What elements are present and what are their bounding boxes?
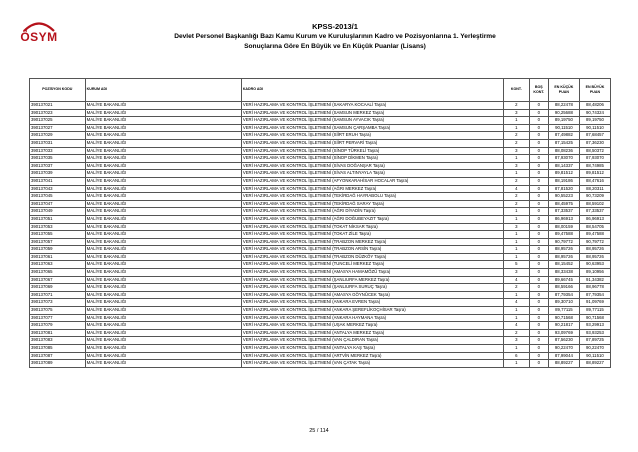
cell-kont: 6 bbox=[503, 352, 529, 360]
cell-kod: 390137087 bbox=[30, 352, 86, 360]
document-header bbox=[70, 22, 600, 52]
cell-kont: 1 bbox=[503, 345, 529, 353]
cell-kont: 3 bbox=[503, 269, 529, 277]
cell-kurum: MALİYE BAKANLIĞI bbox=[85, 246, 241, 254]
cell-kod: 390137027 bbox=[30, 124, 86, 132]
cell-kadro: VERİ HAZIRLAMA VE KONTROL İŞLETMENİ (TOKAT ZİLE Taşra) bbox=[241, 231, 503, 239]
table-row bbox=[30, 102, 611, 110]
cell-kod: 390137029 bbox=[30, 132, 86, 140]
cell-kurum: MALİYE BAKANLIĞI bbox=[85, 177, 241, 185]
cell-kont: 2 bbox=[503, 177, 529, 185]
cell-kod: 390137077 bbox=[30, 314, 86, 322]
cell-kucuk: 88,15452 bbox=[548, 261, 579, 269]
cell-kod: 390137071 bbox=[30, 291, 86, 299]
cell-kont: 2 bbox=[503, 284, 529, 292]
cell-kod: 390137049 bbox=[30, 208, 86, 216]
cell-kont: 1 bbox=[503, 238, 529, 246]
cell-kucuk: 88,19186 bbox=[548, 177, 579, 185]
cell-kucuk: 90,11510 bbox=[548, 124, 579, 132]
cell-kadro: VERİ HAZIRLAMA VE KONTROL İŞLETMENİ (TUNCELİ MERKEZ Taşra) bbox=[241, 261, 503, 269]
cell-kurum: MALİYE BAKANLIĞI bbox=[85, 231, 241, 239]
cell-kurum: MALİYE BAKANLIĞI bbox=[85, 352, 241, 360]
cell-bos: 0 bbox=[529, 276, 548, 284]
cell-buyuk: 90,74324 bbox=[579, 109, 610, 117]
cell-kurum: MALİYE BAKANLIĞI bbox=[85, 193, 241, 201]
cell-kucuk: 93,09769 bbox=[548, 329, 579, 337]
cell-kurum: MALİYE BAKANLIĞI bbox=[85, 253, 241, 261]
cell-kod: 390137037 bbox=[30, 162, 86, 170]
cell-buyuk: 88,47616 bbox=[579, 177, 610, 185]
table-row bbox=[30, 314, 611, 322]
cell-kadro: VERİ HAZIRLAMA VE KONTROL İŞLETMENİ (SİİRT PERVARİ Taşra) bbox=[241, 139, 503, 147]
cell-buyuk: 88,95726 bbox=[579, 253, 610, 261]
cell-kont: 1 bbox=[503, 246, 529, 254]
cell-buyuk: 90,71568 bbox=[579, 314, 610, 322]
table-row bbox=[30, 170, 611, 178]
cell-kont: 3 bbox=[503, 147, 529, 155]
cell-buyuk: 88,50372 bbox=[579, 147, 610, 155]
cell-kurum: MALİYE BAKANLIĞI bbox=[85, 345, 241, 353]
cell-buyuk: 90,79772 bbox=[579, 238, 610, 246]
cell-kont: 1 bbox=[503, 231, 529, 239]
table-row bbox=[30, 208, 611, 216]
cell-kont: 4 bbox=[503, 276, 529, 284]
table-row bbox=[30, 238, 611, 246]
table-row bbox=[30, 307, 611, 315]
table-row bbox=[30, 261, 611, 269]
table-row bbox=[30, 276, 611, 284]
cell-buyuk: 86,96913 bbox=[579, 215, 610, 223]
cell-buyuk: 90,63953 bbox=[579, 261, 610, 269]
cell-buyuk: 88,59102 bbox=[579, 200, 610, 208]
cell-kont: 1 bbox=[503, 208, 529, 216]
cell-kucuk: 87,33537 bbox=[548, 208, 579, 216]
cell-kont: 2 bbox=[503, 132, 529, 140]
cell-kont: 2 bbox=[503, 139, 529, 147]
header-kadro: KADRO ADI bbox=[241, 79, 503, 102]
cell-buyuk: 88,74985 bbox=[579, 162, 610, 170]
table-row bbox=[30, 147, 611, 155]
cell-kucuk: 87,79354 bbox=[548, 291, 579, 299]
cell-buyuk: 89,10956 bbox=[579, 269, 610, 277]
cell-bos: 0 bbox=[529, 284, 548, 292]
cell-kadro: VERİ HAZIRLAMA VE KONTROL İŞLETMENİ (SİNOP DİKMEN Taşra) bbox=[241, 155, 503, 163]
cell-buyuk: 88,96778 bbox=[579, 284, 610, 292]
cell-kucuk: 89,66745 bbox=[548, 276, 579, 284]
table-row bbox=[30, 253, 611, 261]
table-row bbox=[30, 269, 611, 277]
cell-kod: 390137073 bbox=[30, 299, 86, 307]
cell-kadro: VERİ HAZIRLAMA VE KONTROL İŞLETMENİ (AMASYA GÖYNÜCEK Taşra) bbox=[241, 291, 503, 299]
cell-bos: 0 bbox=[529, 185, 548, 193]
cell-kont: 1 bbox=[503, 253, 529, 261]
cell-kont: 4 bbox=[503, 299, 529, 307]
table-row bbox=[30, 193, 611, 201]
cell-bos: 0 bbox=[529, 117, 548, 125]
cell-kurum: MALİYE BAKANLIĞI bbox=[85, 139, 241, 147]
cell-kurum: MALİYE BAKANLIĞI bbox=[85, 208, 241, 216]
cell-kod: 390137065 bbox=[30, 269, 86, 277]
cell-buyuk: 88,95726 bbox=[579, 246, 610, 254]
cell-bos: 0 bbox=[529, 246, 548, 254]
cell-bos: 0 bbox=[529, 102, 548, 110]
table-row bbox=[30, 177, 611, 185]
cell-kurum: MALİYE BAKANLIĞI bbox=[85, 238, 241, 246]
cell-kod: 390137081 bbox=[30, 329, 86, 337]
cell-kont: 1 bbox=[503, 360, 529, 368]
cell-kurum: MALİYE BAKANLIĞI bbox=[85, 223, 241, 231]
cell-kadro: VERİ HAZIRLAMA VE KONTROL İŞLETMENİ (AĞRI MERKEZ Taşra) bbox=[241, 185, 503, 193]
table-body bbox=[30, 102, 611, 368]
cell-kadro: VERİ HAZIRLAMA VE KONTROL İŞLETMENİ (SİVAS ALTINYAYLA Taşra) bbox=[241, 170, 503, 178]
cell-kod: 390137053 bbox=[30, 223, 86, 231]
cell-kadro: VERİ HAZIRLAMA VE KONTROL İŞLETMENİ (ANKARA ŞEREFLİKOÇHİSAR Taşra) bbox=[241, 307, 503, 315]
cell-kurum: MALİYE BAKANLIĞI bbox=[85, 337, 241, 345]
cell-bos: 0 bbox=[529, 147, 548, 155]
cell-bos: 0 bbox=[529, 238, 548, 246]
cell-kod: 390137059 bbox=[30, 246, 86, 254]
cell-kadro: VERİ HAZIRLAMA VE KONTROL İŞLETMENİ (TRABZON ARSİN Taşra) bbox=[241, 246, 503, 254]
cell-kucuk: 90,79772 bbox=[548, 238, 579, 246]
cell-bos: 0 bbox=[529, 208, 548, 216]
cell-bos: 0 bbox=[529, 352, 548, 360]
cell-buyuk: 88,48206 bbox=[579, 102, 610, 110]
cell-kont: 3 bbox=[503, 337, 529, 345]
cell-kurum: MALİYE BAKANLIĞI bbox=[85, 322, 241, 330]
cell-kod: 390137085 bbox=[30, 345, 86, 353]
cell-kadro: VERİ HAZIRLAMA VE KONTROL İŞLETMENİ (ANKARA EVREN Taşra) bbox=[241, 299, 503, 307]
cell-kont: 2 bbox=[503, 329, 529, 337]
cell-kadro: VERİ HAZIRLAMA VE KONTROL İŞLETMENİ (SAKARYA KOCAALİ Taşra) bbox=[241, 102, 503, 110]
cell-kadro: VERİ HAZIRLAMA VE KONTROL İŞLETMENİ (SAMSUN MERKEZ Taşra) bbox=[241, 109, 503, 117]
cell-kurum: MALİYE BAKANLIĞI bbox=[85, 299, 241, 307]
cell-kucuk: 88,59166 bbox=[548, 284, 579, 292]
cell-kont: 4 bbox=[503, 322, 529, 330]
table-row bbox=[30, 132, 611, 140]
cell-buyuk: 88,20311 bbox=[579, 185, 610, 193]
cell-kurum: MALİYE BAKANLIĞI bbox=[85, 314, 241, 322]
cell-kod: 390137025 bbox=[30, 117, 86, 125]
cell-kucuk: 89,81512 bbox=[548, 170, 579, 178]
table-row bbox=[30, 337, 611, 345]
cell-kurum: MALİYE BAKANLIĞI bbox=[85, 329, 241, 337]
cell-kadro: VERİ HAZIRLAMA VE KONTROL İŞLETMENİ (AĞRI DİYADİN Taşra) bbox=[241, 208, 503, 216]
cell-kadro: VERİ HAZIRLAMA VE KONTROL İŞLETMENİ (AFYONKARAHİSAR HOCALAR Taşra) bbox=[241, 177, 503, 185]
cell-bos: 0 bbox=[529, 139, 548, 147]
cell-bos: 0 bbox=[529, 193, 548, 201]
page-number: 25 / 114 bbox=[309, 428, 329, 434]
cell-kadro: VERİ HAZIRLAMA VE KONTROL İŞLETMENİ (ANTALYA KAŞ Taşra) bbox=[241, 345, 503, 353]
cell-bos: 0 bbox=[529, 253, 548, 261]
cell-kucuk: 90,21817 bbox=[548, 322, 579, 330]
cell-kadro: VERİ HAZIRLAMA VE KONTROL İŞLETMENİ (ŞANLIURFA MERKEZ Taşra) bbox=[241, 276, 503, 284]
cell-kadro: VERİ HAZIRLAMA VE KONTROL İŞLETMENİ (UŞAK MERKEZ Taşra) bbox=[241, 322, 503, 330]
cell-kucuk: 89,47588 bbox=[548, 231, 579, 239]
cell-kurum: MALİYE BAKANLIĞI bbox=[85, 185, 241, 193]
cell-buyuk: 89,19750 bbox=[579, 117, 610, 125]
cell-kont: 2 bbox=[503, 200, 529, 208]
cell-kucuk: 90,55223 bbox=[548, 193, 579, 201]
cell-bos: 0 bbox=[529, 200, 548, 208]
cell-kont: 1 bbox=[503, 155, 529, 163]
cell-kod: 390137047 bbox=[30, 200, 86, 208]
cell-kod: 390137075 bbox=[30, 307, 86, 315]
cell-kurum: MALİYE BAKANLIĞI bbox=[85, 170, 241, 178]
cell-bos: 0 bbox=[529, 345, 548, 353]
table-row bbox=[30, 200, 611, 208]
table-row bbox=[30, 215, 611, 223]
results-table bbox=[29, 78, 611, 368]
cell-kurum: MALİYE BAKANLIĞI bbox=[85, 117, 241, 125]
cell-bos: 0 bbox=[529, 322, 548, 330]
cell-bos: 0 bbox=[529, 109, 548, 117]
table-row bbox=[30, 117, 611, 125]
header-buyuk: EN BÜYÜK PUAN bbox=[579, 79, 610, 102]
cell-bos: 0 bbox=[529, 360, 548, 368]
cell-buyuk: 87,79354 bbox=[579, 291, 610, 299]
cell-kadro: VERİ HAZIRLAMA VE KONTROL İŞLETMENİ (SAMSUN AYVACIK Taşra) bbox=[241, 117, 503, 125]
cell-buyuk: 87,93070 bbox=[579, 155, 610, 163]
cell-buyuk: 87,89725 bbox=[579, 337, 610, 345]
table-row bbox=[30, 124, 611, 132]
cell-buyuk: 91,09769 bbox=[579, 299, 610, 307]
cell-kadro: VERİ HAZIRLAMA VE KONTROL İŞLETMENİ (TRABZON MERKEZ Taşra) bbox=[241, 238, 503, 246]
cell-buyuk: 93,29913 bbox=[579, 322, 610, 330]
cell-kurum: MALİYE BAKANLIĞI bbox=[85, 360, 241, 368]
table-row bbox=[30, 246, 611, 254]
header-kont: KONT. bbox=[503, 79, 529, 102]
cell-kucuk: 88,33438 bbox=[548, 269, 579, 277]
cell-kont: 3 bbox=[503, 109, 529, 117]
document-subtitle-line1: Devlet Personel Başkanlığı Bazı Kamu Kurum ve Kuruluşlarının Kadro ve Pozisyonlarına 1. Yerleştirme bbox=[174, 33, 496, 40]
cell-kod: 390137089 bbox=[30, 360, 86, 368]
cell-kucuk: 86,96913 bbox=[548, 215, 579, 223]
cell-buyuk: 89,77115 bbox=[579, 307, 610, 315]
logo-text: ÖSYM bbox=[20, 30, 58, 44]
cell-kont: 1 bbox=[503, 291, 529, 299]
cell-kadro: VERİ HAZIRLAMA VE KONTROL İŞLETMENİ (SİNOP TÜRKELİ Taşra) bbox=[241, 147, 503, 155]
cell-kucuk: 89,30710 bbox=[548, 299, 579, 307]
cell-kont: 1 bbox=[503, 215, 529, 223]
cell-kod: 390137041 bbox=[30, 177, 86, 185]
cell-bos: 0 bbox=[529, 162, 548, 170]
cell-bos: 0 bbox=[529, 223, 548, 231]
cell-kadro: VERİ HAZIRLAMA VE KONTROL İŞLETMENİ (TRABZON DÜZKÖY Taşra) bbox=[241, 253, 503, 261]
table-row bbox=[30, 139, 611, 147]
cell-kadro: VERİ HAZIRLAMA VE KONTROL İŞLETMENİ (VAN ÇATAK Taşra) bbox=[241, 360, 503, 368]
header-bos: BOŞ KONT. bbox=[529, 79, 548, 102]
cell-buyuk: 90,73209 bbox=[579, 193, 610, 201]
cell-kadro: VERİ HAZIRLAMA VE KONTROL İŞLETMENİ (SAMSUN ÇARŞAMBA Taşra) bbox=[241, 124, 503, 132]
cell-kucuk: 87,49882 bbox=[548, 132, 579, 140]
cell-buyuk: 88,89227 bbox=[579, 360, 610, 368]
cell-bos: 0 bbox=[529, 215, 548, 223]
table-row bbox=[30, 162, 611, 170]
table-row bbox=[30, 322, 611, 330]
cell-kucuk: 88,14337 bbox=[548, 162, 579, 170]
cell-bos: 0 bbox=[529, 291, 548, 299]
cell-kadro: VERİ HAZIRLAMA VE KONTROL İŞLETMENİ (ANTALYA MERKEZ Taşra) bbox=[241, 329, 503, 337]
cell-kod: 390137043 bbox=[30, 185, 86, 193]
cell-kadro: VERİ HAZIRLAMA VE KONTROL İŞLETMENİ (ARTVİN MERKEZ Taşra) bbox=[241, 352, 503, 360]
cell-kurum: MALİYE BAKANLIĞI bbox=[85, 261, 241, 269]
header-kurum: KURUM ADI bbox=[85, 79, 241, 102]
cell-kucuk: 87,81520 bbox=[548, 185, 579, 193]
cell-buyuk: 89,47588 bbox=[579, 231, 610, 239]
cell-buyuk: 90,11510 bbox=[579, 124, 610, 132]
cell-kurum: MALİYE BAKANLIĞI bbox=[85, 132, 241, 140]
cell-kucuk: 87,15425 bbox=[548, 139, 579, 147]
cell-kadro: VERİ HAZIRLAMA VE KONTROL İŞLETMENİ (SİİRT ERUH Taşra) bbox=[241, 132, 503, 140]
table-row bbox=[30, 185, 611, 193]
cell-kadro: VERİ HAZIRLAMA VE KONTROL İŞLETMENİ (TOKAT NİKSAR Taşra) bbox=[241, 223, 503, 231]
cell-kod: 390137057 bbox=[30, 238, 86, 246]
cell-kod: 390137031 bbox=[30, 139, 86, 147]
cell-kod: 390137063 bbox=[30, 261, 86, 269]
cell-buyuk: 90,11510 bbox=[579, 352, 610, 360]
header-kucuk: EN KÜÇÜK PUAN bbox=[548, 79, 579, 102]
cell-kont: 1 bbox=[503, 117, 529, 125]
cell-kont: 3 bbox=[503, 162, 529, 170]
cell-buyuk: 89,81512 bbox=[579, 170, 610, 178]
cell-kont: 1 bbox=[503, 314, 529, 322]
cell-kucuk: 88,95726 bbox=[548, 246, 579, 254]
cell-kont: 1 bbox=[503, 307, 529, 315]
cell-kucuk: 87,56230 bbox=[548, 337, 579, 345]
cell-kurum: MALİYE BAKANLIĞI bbox=[85, 276, 241, 284]
table-row bbox=[30, 284, 611, 292]
table-row bbox=[30, 109, 611, 117]
document-title: KPSS-2013/1 bbox=[312, 22, 358, 31]
cell-kucuk: 88,08236 bbox=[548, 147, 579, 155]
cell-kadro: VERİ HAZIRLAMA VE KONTROL İŞLETMENİ (AMASYA HAMAMÖZÜ Taşra) bbox=[241, 269, 503, 277]
cell-kurum: MALİYE BAKANLIĞI bbox=[85, 284, 241, 292]
cell-kurum: MALİYE BAKANLIĞI bbox=[85, 291, 241, 299]
cell-bos: 0 bbox=[529, 329, 548, 337]
table-row bbox=[30, 329, 611, 337]
cell-kod: 390137067 bbox=[30, 276, 86, 284]
cell-bos: 0 bbox=[529, 124, 548, 132]
cell-kucuk: 87,93070 bbox=[548, 155, 579, 163]
cell-buyuk: 87,68457 bbox=[579, 132, 610, 140]
cell-kadro: VERİ HAZIRLAMA VE KONTROL İŞLETMENİ (VAN ÇALDIRAN Taşra) bbox=[241, 337, 503, 345]
cell-kod: 390137023 bbox=[30, 109, 86, 117]
cell-bos: 0 bbox=[529, 231, 548, 239]
cell-kurum: MALİYE BAKANLIĞI bbox=[85, 124, 241, 132]
cell-kurum: MALİYE BAKANLIĞI bbox=[85, 162, 241, 170]
cell-kod: 390137069 bbox=[30, 284, 86, 292]
cell-kurum: MALİYE BAKANLIĞI bbox=[85, 200, 241, 208]
cell-bos: 0 bbox=[529, 337, 548, 345]
cell-kadro: VERİ HAZIRLAMA VE KONTROL İŞLETMENİ (TEKİRDAĞ SARAY Taşra) bbox=[241, 200, 503, 208]
cell-buyuk: 88,54705 bbox=[579, 223, 610, 231]
cell-buyuk: 93,93253 bbox=[579, 329, 610, 337]
cell-kucuk: 89,77115 bbox=[548, 307, 579, 315]
table-row bbox=[30, 231, 611, 239]
cell-kont: 2 bbox=[503, 193, 529, 201]
cell-kadro: VERİ HAZIRLAMA VE KONTROL İŞLETMENİ (ANKARA HAYMANA Taşra) bbox=[241, 314, 503, 322]
cell-kod: 390137033 bbox=[30, 147, 86, 155]
cell-kadro: VERİ HAZIRLAMA VE KONTROL İŞLETMENİ (AĞRI DOĞUBEYAZIT Taşra) bbox=[241, 215, 503, 223]
cell-kucuk: 88,89227 bbox=[548, 360, 579, 368]
cell-bos: 0 bbox=[529, 155, 548, 163]
cell-kadro: VERİ HAZIRLAMA VE KONTROL İŞLETMENİ (ŞANLIURFA SURUÇ Taşra) bbox=[241, 284, 503, 292]
table-row bbox=[30, 360, 611, 368]
cell-bos: 0 bbox=[529, 307, 548, 315]
cell-kucuk: 88,22478 bbox=[548, 102, 579, 110]
cell-kod: 390137079 bbox=[30, 322, 86, 330]
cell-kurum: MALİYE BAKANLIĞI bbox=[85, 307, 241, 315]
cell-kont: 1 bbox=[503, 170, 529, 178]
cell-kod: 390137039 bbox=[30, 170, 86, 178]
cell-kucuk: 90,71568 bbox=[548, 314, 579, 322]
cell-kod: 390137045 bbox=[30, 193, 86, 201]
table-row bbox=[30, 291, 611, 299]
cell-bos: 0 bbox=[529, 177, 548, 185]
table-row bbox=[30, 299, 611, 307]
cell-kucuk: 88,00159 bbox=[548, 223, 579, 231]
cell-kucuk: 90,25688 bbox=[548, 109, 579, 117]
cell-kurum: MALİYE BAKANLIĞI bbox=[85, 109, 241, 117]
document-subtitle-line2: Sonuçlarına Göre En Büyük ve En Küçük Puanlar (Lisans) bbox=[244, 43, 426, 50]
table-row bbox=[30, 352, 611, 360]
cell-kont: 5 bbox=[503, 261, 529, 269]
cell-kucuk: 90,22470 bbox=[548, 345, 579, 353]
cell-kod: 390137083 bbox=[30, 337, 86, 345]
cell-kurum: MALİYE BAKANLIĞI bbox=[85, 269, 241, 277]
cell-kadro: VERİ HAZIRLAMA VE KONTROL İŞLETMENİ (TEKİRDAĞ HAYRABOLU Taşra) bbox=[241, 193, 503, 201]
cell-buyuk: 87,33537 bbox=[579, 208, 610, 216]
cell-bos: 0 bbox=[529, 170, 548, 178]
cell-kont: 2 bbox=[503, 102, 529, 110]
cell-kod: 390137021 bbox=[30, 102, 86, 110]
header-kod: POZİSYON KODU bbox=[30, 79, 86, 102]
cell-bos: 0 bbox=[529, 261, 548, 269]
cell-buyuk: 91,34382 bbox=[579, 276, 610, 284]
cell-kurum: MALİYE BAKANLIĞI bbox=[85, 215, 241, 223]
cell-bos: 0 bbox=[529, 269, 548, 277]
cell-kont: 4 bbox=[503, 185, 529, 193]
table-row bbox=[30, 223, 611, 231]
cell-kod: 390137035 bbox=[30, 155, 86, 163]
cell-bos: 0 bbox=[529, 299, 548, 307]
cell-buyuk: 90,22470 bbox=[579, 345, 610, 353]
cell-kadro: VERİ HAZIRLAMA VE KONTROL İŞLETMENİ (SİVAS DOĞANŞAR Taşra) bbox=[241, 162, 503, 170]
osym-logo bbox=[14, 20, 64, 54]
cell-kod: 390137055 bbox=[30, 231, 86, 239]
cell-kurum: MALİYE BAKANLIĞI bbox=[85, 147, 241, 155]
cell-kod: 390137051 bbox=[30, 215, 86, 223]
cell-kont: 1 bbox=[503, 124, 529, 132]
cell-kont: 3 bbox=[503, 223, 529, 231]
table-row bbox=[30, 155, 611, 163]
cell-kucuk: 88,95726 bbox=[548, 253, 579, 261]
table-row bbox=[30, 345, 611, 353]
cell-kucuk: 89,19750 bbox=[548, 117, 579, 125]
cell-kucuk: 88,45975 bbox=[548, 200, 579, 208]
cell-buyuk: 87,36230 bbox=[579, 139, 610, 147]
cell-kucuk: 87,99044 bbox=[548, 352, 579, 360]
cell-kurum: MALİYE BAKANLIĞI bbox=[85, 155, 241, 163]
cell-kurum: MALİYE BAKANLIĞI bbox=[85, 102, 241, 110]
cell-kod: 390137061 bbox=[30, 253, 86, 261]
table-header-row bbox=[30, 79, 611, 102]
cell-bos: 0 bbox=[529, 132, 548, 140]
cell-bos: 0 bbox=[529, 314, 548, 322]
